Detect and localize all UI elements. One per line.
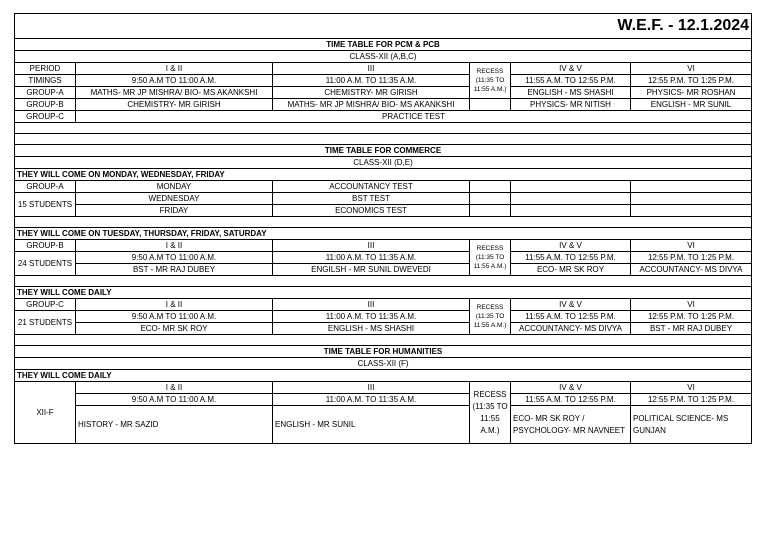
period-cell: IV & V (511, 63, 631, 75)
timetable (14, 13, 752, 444)
period-cell: I & II (76, 240, 273, 252)
recess-blank (470, 99, 511, 111)
subject-cell: CHEMISTRY- MR GIRISH (76, 99, 273, 111)
student-count: 24 STUDENTS (15, 252, 76, 276)
recess-cell: RECESS (11:35 TO 11:55 A.M.) (470, 382, 511, 444)
timing-cell: 12:55 P.M. TO 1:25 P.M. (631, 394, 752, 406)
test-cell: BST TEST (273, 193, 470, 205)
subject-cell: ECO- MR SK ROY / PSYCHOLOGY- MR NAVNEET (511, 406, 631, 444)
period-cell: VI (631, 240, 752, 252)
period-cell: IV & V (511, 240, 631, 252)
timing-cell: 11:00 A.M. TO 11:35 A.M. (273, 75, 470, 87)
recess-cell: RECESS (11:35 TO 11:55 A.M.) (470, 240, 511, 276)
group-label: GROUP-C (15, 111, 76, 123)
subject-cell: MATHS- MR JP MISHRA/ BIO- MS AKANKSHI (273, 99, 470, 111)
subject-cell: PHYSICS- MR NITISH (511, 99, 631, 111)
timing-cell: 11:00 A.M. TO 11:35 A.M. (273, 252, 470, 264)
humanities-schedule-heading: THEY WILL COME DAILY (15, 370, 752, 382)
subject-cell: ENGLISH - MS SHASHI (511, 87, 631, 99)
timetable-sheet (14, 13, 751, 444)
student-count: 15 STUDENTS (15, 193, 76, 217)
subject-cell: PHYSICS- MR ROSHAN (631, 87, 752, 99)
group-label: GROUP-B (15, 240, 76, 252)
period-cell: I & II (76, 382, 273, 394)
subject-cell: ECO- MR SK ROY (511, 264, 631, 276)
humanities-classes: CLASS-XII (F) (15, 358, 752, 370)
timing-cell: 11:55 A.M. TO 12:55 P.M. (511, 75, 631, 87)
timing-cell: 12:55 P.M. TO 1:25 P.M. (631, 75, 752, 87)
period-cell: IV & V (511, 382, 631, 394)
group-b-schedule-heading: THEY WILL COME ON TUESDAY, THURSDAY, FRIDAY, SATURDAY (15, 228, 752, 240)
timing-cell: 9:50 A.M TO 11:00 A.M. (76, 394, 273, 406)
spacer-row (15, 123, 752, 134)
timing-cell: 12:55 P.M. TO 1:25 P.M. (631, 311, 752, 323)
timing-cell: 12:55 P.M. TO 1:25 P.M. (631, 252, 752, 264)
period-cell: IV & V (511, 299, 631, 311)
timing-cell: 11:00 A.M. TO 11:35 A.M. (273, 394, 470, 406)
spacer-row (15, 134, 752, 145)
student-count: 21 STUDENTS (15, 311, 76, 335)
timing-cell: 9:50 A.M TO 11:00 A.M. (76, 75, 273, 87)
period-label: PERIOD (15, 63, 76, 75)
group-label: GROUP-B (15, 99, 76, 111)
wef-date: W.E.F. - 12.1.2024 (15, 14, 752, 39)
timing-cell: 9:50 A.M TO 11:00 A.M. (76, 311, 273, 323)
group-label: GROUP-A (15, 87, 76, 99)
commerce-title: TIME TABLE FOR COMMERCE (15, 145, 752, 157)
commerce-classes: CLASS-XII (D,E) (15, 157, 752, 169)
practice-test-cell: PRACTICE TEST (76, 111, 752, 123)
subject-cell: MATHS- MR JP MISHRA/ BIO- MS AKANKSHI (76, 87, 273, 99)
timing-cell: 11:55 A.M. TO 12:55 P.M. (511, 311, 631, 323)
subject-cell: BST - MR RAJ DUBEY (631, 323, 752, 335)
spacer-row (15, 276, 752, 287)
period-cell: VI (631, 63, 752, 75)
subject-cell: ECO- MR SK ROY (76, 323, 273, 335)
period-cell: I & II (76, 63, 273, 75)
subject-cell: POLITICAL SCIENCE- MS GUNJAN (631, 406, 752, 444)
group-label: GROUP-C (15, 299, 76, 311)
period-cell: VI (631, 382, 752, 394)
subject-cell: BST - MR RAJ DUBEY (76, 264, 273, 276)
spacer-row (15, 217, 752, 228)
timing-cell: 11:00 A.M. TO 11:35 A.M. (273, 311, 470, 323)
test-cell: ECONOMICS TEST (273, 205, 470, 217)
recess-cell: RECESS (11:35 TO 11:55 A.M.) (470, 63, 511, 99)
spacer-row (15, 335, 752, 346)
humanities-title: TIME TABLE FOR HUMANITIES (15, 346, 752, 358)
subject-cell: CHEMISTRY- MR GIRISH (273, 87, 470, 99)
day-cell: MONDAY (76, 181, 273, 193)
subject-cell: ENGLISH - MR SUNIL (631, 99, 752, 111)
class-label: XII-F (15, 382, 76, 444)
period-cell: III (273, 63, 470, 75)
timing-cell: 9:50 A.M TO 11:00 A.M. (76, 252, 273, 264)
timings-label: TIMINGS (15, 75, 76, 87)
timing-cell: 11:55 A.M. TO 12:55 P.M. (511, 252, 631, 264)
pcm-classes: CLASS-XII (A,B,C) (15, 51, 752, 63)
period-cell: VI (631, 299, 752, 311)
subject-cell: ENGILSH - MR SUNIL DWEVEDI (273, 264, 470, 276)
period-cell: III (273, 240, 470, 252)
group-a-schedule-heading: THEY WILL COME ON MONDAY, WEDNESDAY, FRIDAY (15, 169, 752, 181)
subject-cell: ENGLISH - MS SHASHI (273, 323, 470, 335)
period-cell: III (273, 382, 470, 394)
day-cell: FRIDAY (76, 205, 273, 217)
period-cell: I & II (76, 299, 273, 311)
recess-cell: RECESS (11:35 TO 11:55 A.M.) (470, 299, 511, 335)
test-cell: ACCOUNTANCY TEST (273, 181, 470, 193)
subject-cell: ENGLISH - MR SUNIL (273, 406, 470, 444)
subject-cell: HISTORY - MR SAZID (76, 406, 273, 444)
group-c-schedule-heading: THEY WILL COME DAILY (15, 287, 752, 299)
timing-cell: 11:55 A.M. TO 12:55 P.M. (511, 394, 631, 406)
subject-cell: ACCOUNTANCY- MS DIVYA (631, 264, 752, 276)
period-cell: III (273, 299, 470, 311)
group-label: GROUP-A (15, 181, 76, 193)
pcm-title: TIME TABLE FOR PCM & PCB (15, 39, 752, 51)
subject-cell: ACCOUNTANCY- MS DIVYA (511, 323, 631, 335)
day-cell: WEDNESDAY (76, 193, 273, 205)
